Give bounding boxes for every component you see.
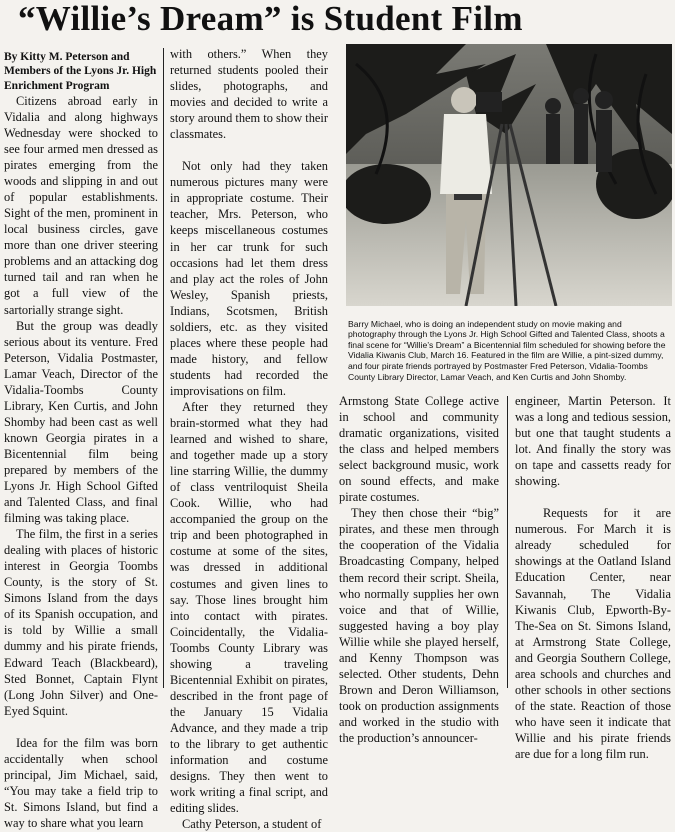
column-rule xyxy=(163,48,164,688)
paragraph: Cathy Peterson, a student of xyxy=(182,817,322,832)
column-2 xyxy=(170,46,328,832)
photo-caption: Barry Michael, who is doing an independent study on movie making and photography through the Lyons Jr. High School Gifted and Talented Class, shoots a final scene for “Willie’s Dream” a Bicentennial film scheduled for showing before the Vidalia Kiwanis Club, March 16. Featured in the film are Willie, a pint-sized dummy, and four pirate friends portrayed by Postmaster Fred Peterson, Vidalia-Toombs County Library Director, Lamar Veach, and Ken Curtis and John Shomby. xyxy=(348,318,666,382)
paragraph: They then chose their “big” pirates, and these men through the cooperation of the Vidalia Broadcasting Company, helped them record their script. Sheila, who normally supplies her own voice and that of Willie, suggested having a boy play Willie while she played herself, and Kenny Thompson was selected. Other students, Dehn Brown and Deron Williamson, took on production assignments and worked in the studio with the production’s announcer- xyxy=(339,506,499,745)
paragraph: But the group was deadly serious about its venture. Fred Peterson, Vidalia Postmaster, Lamar Veach, Director of the Vidalia-Toombs County Library, Ken Curtis, and John Shomby had been cast as well known Georgia pirates in a Bicentennial film being prepared by members of the Lyons Jr. High School Gifted and Talented Class, and final filming was taking place. xyxy=(4,318,158,526)
paragraph: Requests for it are numerous. For March it is already scheduled for showings at the Oatland Island Education Center, near Savannah, The Vidalia Kiwanis Club, Epworth-By-The-Sea on St. Simons Island, at Armstrong State College, and Georgia Southern College, area schools and churches and other schools in other sections of the state. Reaction of those who have seen it indicate that Willie and his pirate friends are due for a long film run. xyxy=(515,506,671,761)
paragraph: Armstong State College active in school and community dramatic organizations, visited the class and helped members select background music, work on sound effects, and make pirate costumes. xyxy=(339,394,499,505)
photo-image xyxy=(346,44,672,306)
column-4 xyxy=(515,393,671,762)
byline: By Kitty M. Peterson and Members of the Lyons Jr. High Enrichment Program xyxy=(4,51,157,92)
column-rule xyxy=(507,396,508,688)
paragraph: with others.” When they returned students pooled their slides, photographs, and movies and decided to write a story around them to show their classmates. xyxy=(170,47,328,142)
paragraph: Citizens abroad early in Vidalia and along highways Wednesday were shocked to see four armed men dressed as pirates emerging from the woods and slipping in and out of popular establishments. Sight of the men, prominent in local business circles, gave more than one driver steering problems and an attacking dog turned tail and ran when he got a full view of the sartorially strange sight. xyxy=(4,93,158,317)
paragraph: After they returned they brain-stormed what they had learned and wished to share, and together made up a story line starring Willie, the dummy of class ventriloquist Sheila Cook. Willie, who had accompanied the group on the trip and been photographed in costume at some of the sites, was dressed in additional costumes and given lines to say. Those lines brought him into contact with pirates. Coincidentally, the Vidalia-Toombs County Library was showing a traveling Bicentennial Exhibit on pirates, described in the front page of the January 15 Vidalia Advance, and they made a trip to the library to get authentic information and costume designs. They then went to work writing a final script, and editing slides. xyxy=(170,399,328,816)
paragraph: The film, the first in a series dealing with places of historic interest in Georgia Toombs County, is the story of St. Simons Island from the days of its Spanish occupation, and is told by Willie a small dummy and his pirate friends, Edward Teach (Blackbeard), Sted Bonnet, Captain Flynt (Long John Silver) and One-Eyed Squint. xyxy=(4,527,158,718)
paragraph: engineer, Martin Peterson. It was a long and tedious session, but one that taught students a lot. And finally the story was on tape and cassetts ready for showing. xyxy=(515,394,671,489)
headline: “Willie’s Dream” is Student Film xyxy=(18,0,523,38)
column-3 xyxy=(339,393,499,746)
paragraph: Not only had they taken numerous pictures many were in appropriate costume. Their teacher, Mrs. Peterson, who keeps miscellaneous costumes in her car trunk for such occasions had let them dress and play act the roles of John Wesley, Spanish priests, Indians, Scotsmen, British soldiers, etc. as they visited places where these people had made history, and fellow students had recorded the improvisations on film. xyxy=(170,159,328,398)
film-scene-photo xyxy=(346,44,672,306)
column-1 xyxy=(4,50,158,831)
paragraph: Idea for the film was born accidentally when school principal, Jim Michael, said, “You may take a field trip to St. Simons Island, but find a way to share what you learn xyxy=(4,735,158,830)
